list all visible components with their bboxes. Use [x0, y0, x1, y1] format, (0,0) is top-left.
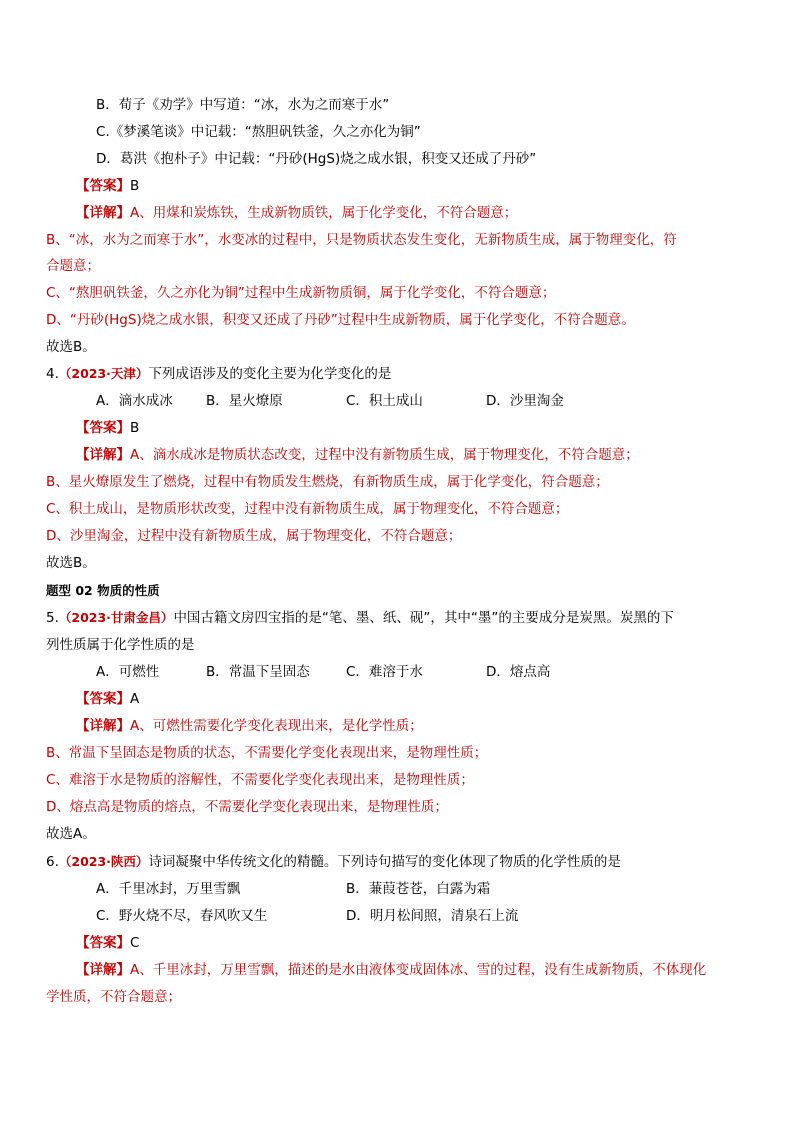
question-text: 下列成语涉及的变化主要为化学变化的是: [148, 366, 392, 382]
question-text: 诗词凝聚中华传统文化的精髓。下列诗句描写的变化体现了物质的化学性质的是: [148, 854, 621, 870]
q5-detail-a: [76, 716, 423, 736]
q4-answer: [76, 418, 139, 438]
q4-option-c: C．积土成山: [346, 393, 423, 409]
answer-label: 【答案】: [76, 691, 130, 707]
q4-conclusion: 故选B。: [46, 555, 96, 571]
q6-stem: [46, 852, 621, 872]
q5-stem-line1: [46, 608, 674, 628]
q4-stem: [46, 364, 391, 384]
section-heading: 题型 02 物质的性质: [46, 583, 160, 598]
q6-option-c: C．野火烧不尽，春风吹又生: [96, 908, 268, 924]
detail-label: 【详解】: [76, 205, 130, 221]
answer-label: 【答案】: [76, 420, 130, 436]
detail-text: A、千里冰封，万里雪飘，描述的是水由液体变成固体冰、雪的过程，没有生成新物质，不体现化: [130, 962, 707, 978]
q3-answer: [76, 176, 139, 196]
question-number: 4.: [46, 366, 59, 382]
detail-label: 【详解】: [76, 962, 130, 978]
q4-detail-a: [76, 445, 639, 465]
question-source: （2023·甘肃金昌）: [58, 610, 174, 625]
question-number: 5.: [46, 610, 59, 626]
answer-label: 【答案】: [76, 935, 130, 951]
detail-text: A、滴水成冰是物质状态改变，过程中没有新物质生成，属于物理变化，不符合题意；: [130, 447, 639, 463]
q5-detail-b: B、常温下呈固态是物质的状态，不需要化学变化表现出来，是物理性质；: [46, 745, 488, 761]
question-source: （2023·天津）: [58, 366, 149, 381]
q5-conclusion: 故选A。: [46, 826, 96, 842]
q4-option-a: A．滴水成冰: [96, 393, 173, 409]
q5-detail-d: D、熔点高是物质的熔点，不需要化学变化表现出来，是物理性质；: [46, 799, 448, 815]
q5-option-b: B．常温下呈固态: [206, 664, 310, 680]
q5-option-c: C．难溶于水: [346, 664, 423, 680]
detail-label: 【详解】: [76, 447, 130, 463]
question-source: （2023·陕西）: [58, 854, 149, 869]
detail-label: 【详解】: [76, 718, 130, 734]
q3-detail-b-line1: B、“冰，水为之而寒于水”，水变冰的过程中，只是物质状态发生变化，无新物质生成，属于物理变化，符: [46, 232, 677, 248]
q5-stem-line2: 列性质属于化学性质的是: [46, 637, 195, 653]
q3-option-d: D．葛洪《抱朴子》中记载：“丹砂(HgS)烧之成水银，积变又还成了丹砂”: [96, 151, 537, 167]
q6-answer: [76, 933, 139, 953]
q6-detail-a-line2: 学性质，不符合题意；: [46, 989, 181, 1005]
detail-text: A、用煤和炭炼铁，生成新物质铁，属于化学变化，不符合题意；: [130, 205, 518, 221]
q5-detail-c: C、难溶于水是物质的溶解性，不需要化学变化表现出来，是物理性质；: [46, 772, 474, 788]
q6-option-b: B．蒹葭苍苍，白露为霜: [346, 881, 491, 897]
q3-option-c: C.《梦溪笔谈》中记载：“熬胆矾铁釜，久之亦化为铜”: [96, 124, 421, 140]
answer-label: 【答案】: [76, 178, 130, 194]
q5-answer: [76, 689, 139, 709]
answer-value: C: [130, 935, 140, 951]
question-text: 中国古籍文房四宝指的是“笔、墨、纸、砚”，其中“墨”的主要成分是炭黑。炭黑的下: [173, 610, 674, 626]
q4-detail-b: B、星火燎原发生了燃烧，过程中有物质发生燃烧，有新物质生成，属于化学变化，符合题意；: [46, 474, 609, 490]
answer-value: B: [130, 178, 140, 194]
detail-text: A、可燃性需要化学变化表现出来，是化学性质；: [130, 718, 423, 734]
q3-conclusion: 故选B。: [46, 339, 96, 355]
q4-detail-d: D、沙里淘金，过程中没有新物质生成，属于物理变化，不符合题意；: [46, 528, 462, 544]
q3-detail-d: D、“丹砂(HgS)烧之成水银，积变又还成了丹砂”过程中生成新物质，属于化学变化，不符合题意。: [46, 312, 635, 328]
q3-detail-b-line2: 合题意；: [46, 258, 100, 274]
q3-option-b: B．荀子《劝学》中写道：“冰，水为之而寒于水”: [96, 97, 390, 113]
question-number: 6.: [46, 854, 59, 870]
q5-option-a: A．可燃性: [96, 664, 160, 680]
q4-detail-c: C、积土成山，是物质形状改变，过程中没有新物质生成，属于物理变化，不符合题意；: [46, 501, 569, 517]
q6-option-a: A．千里冰封，万里雪飘: [96, 881, 241, 897]
q4-option-d: D．沙里淘金: [486, 393, 564, 409]
q6-option-d: D．明月松间照，清泉石上流: [346, 908, 519, 924]
q4-option-b: B．星火燎原: [206, 393, 283, 409]
q3-detail-c: C、“熬胆矾铁釜，久之亦化为铜”过程中生成新物质铜，属于化学变化，不符合题意；: [46, 285, 556, 301]
q3-detail-a: [76, 203, 517, 223]
q5-option-d: D．熔点高: [486, 664, 551, 680]
answer-value: B: [130, 420, 140, 436]
q6-detail-a-line1: [76, 960, 706, 980]
answer-value: A: [130, 691, 140, 707]
